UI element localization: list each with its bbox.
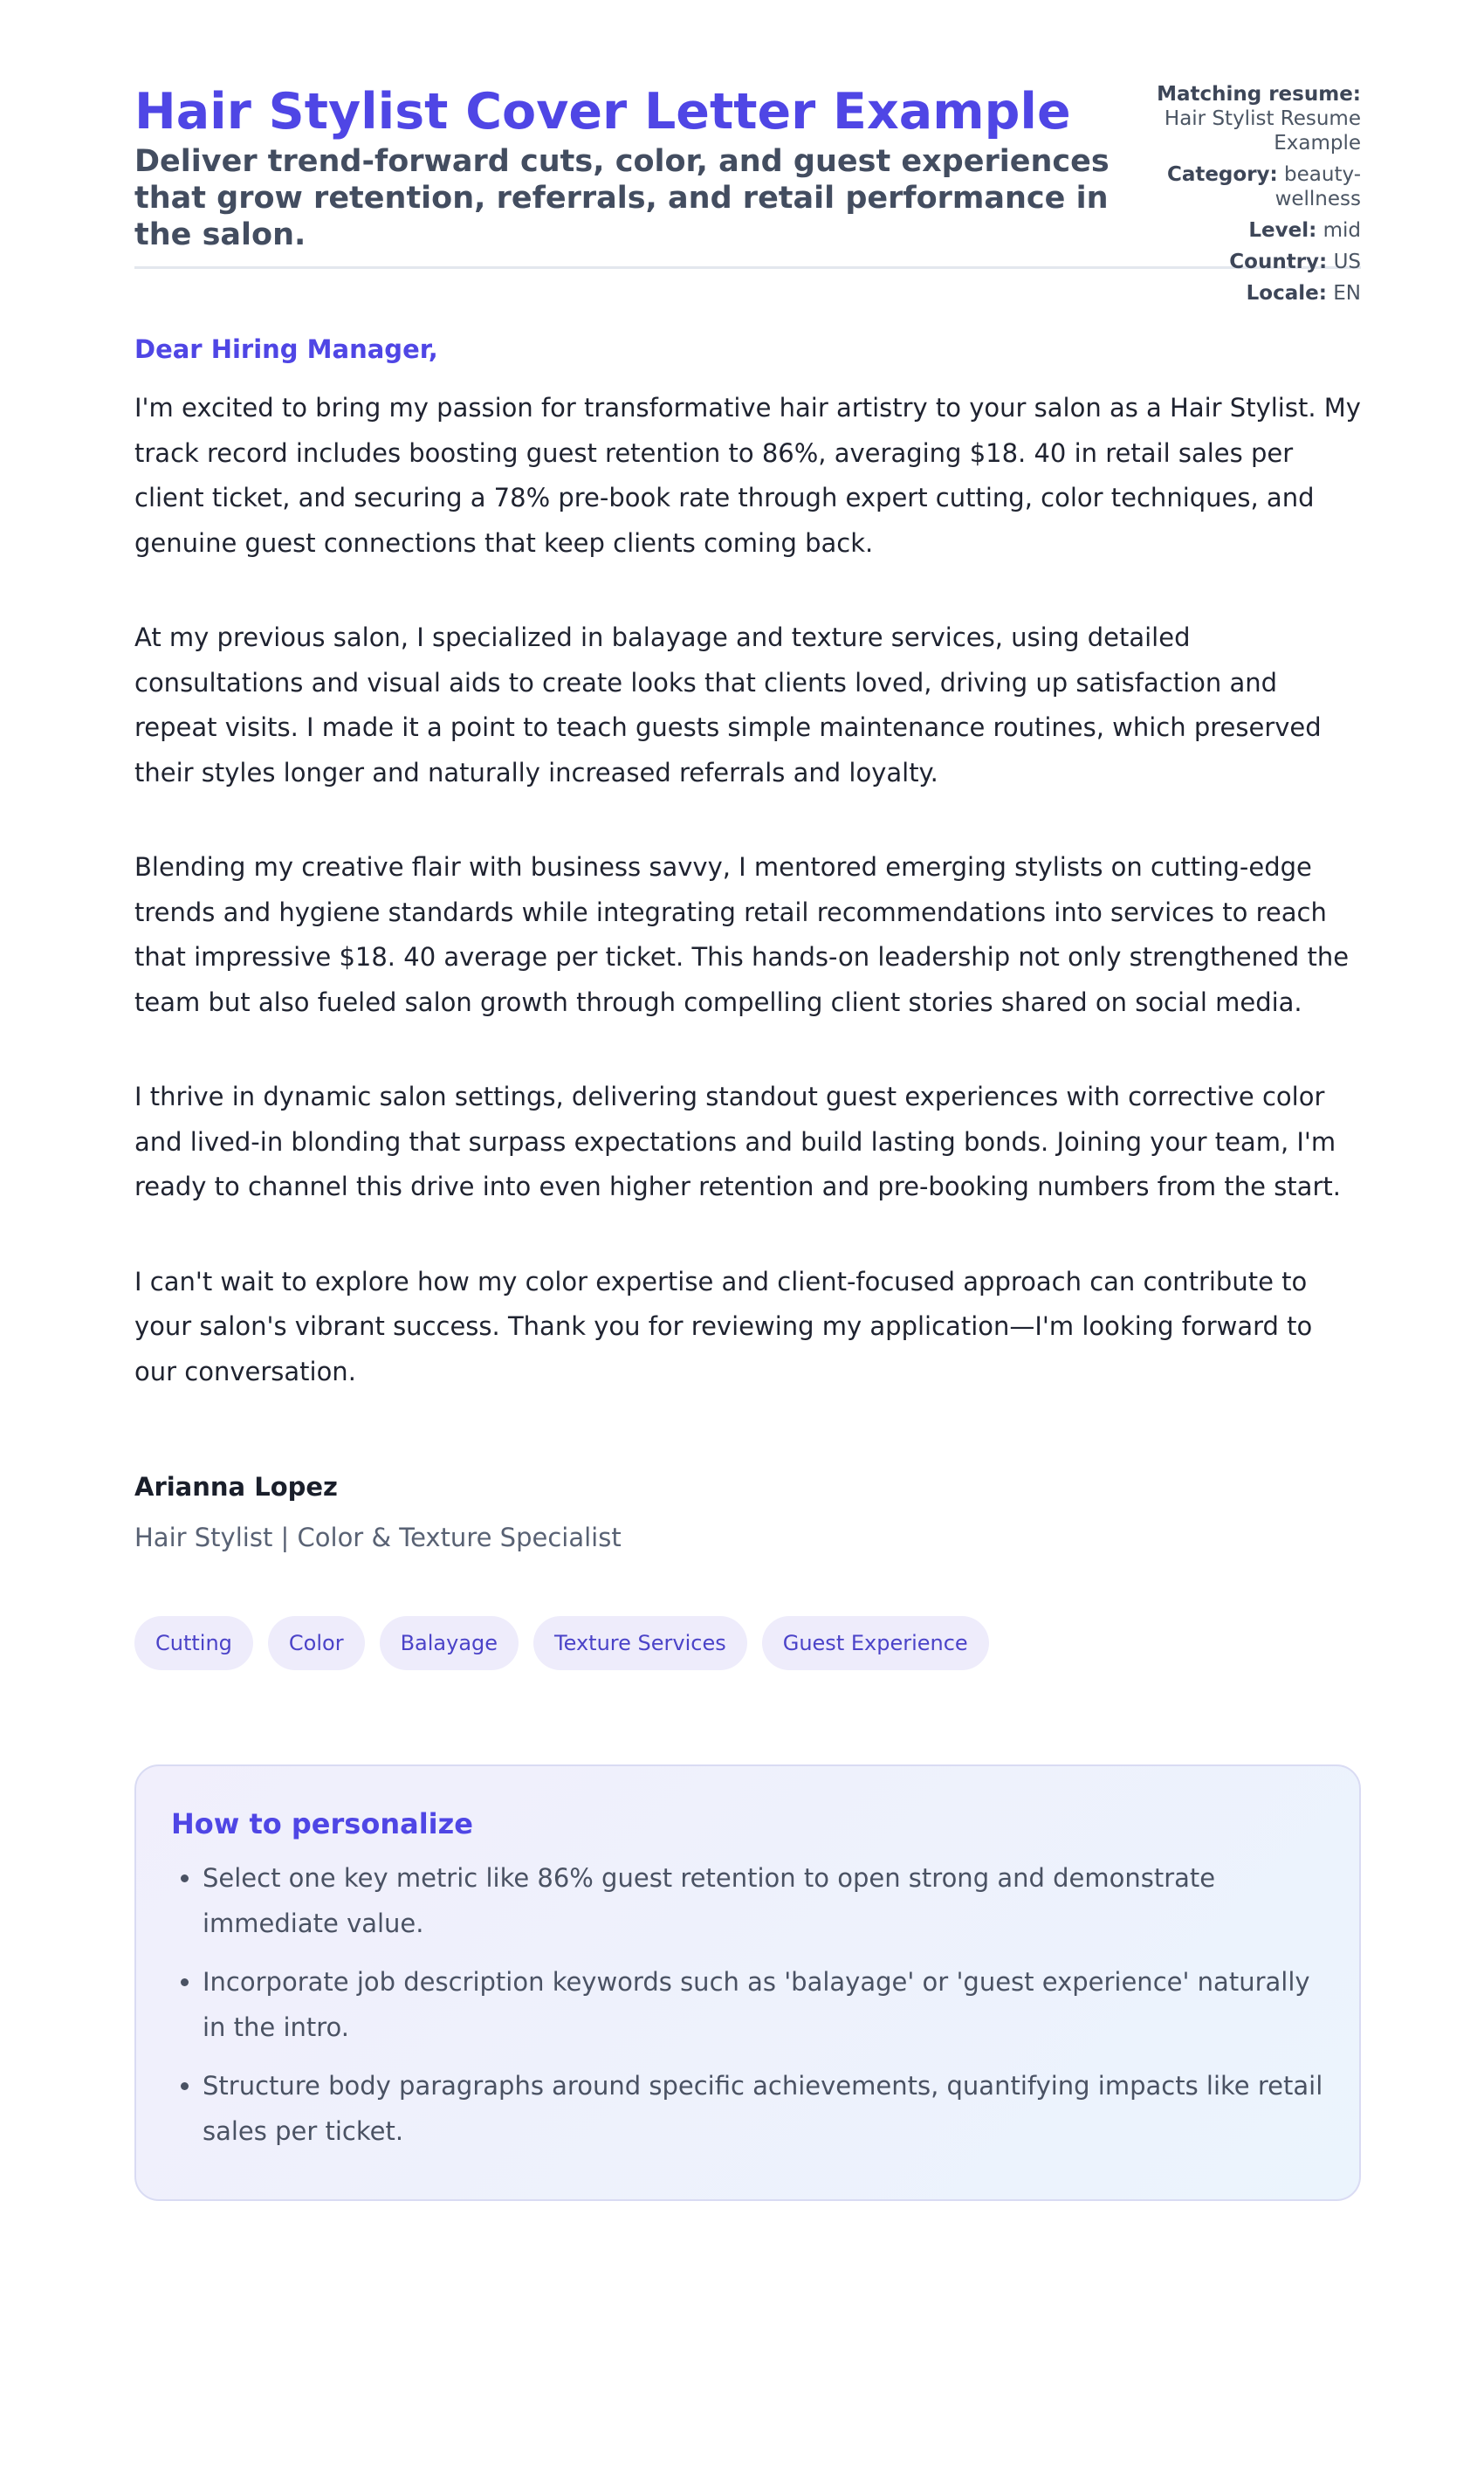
tag-texture-services: Texture Services: [533, 1616, 747, 1670]
header-titles: [134, 80, 1112, 266]
meta-label: Level:: [1248, 219, 1317, 242]
skill-tags: [134, 1616, 1361, 1670]
meta-info: [1143, 80, 1361, 305]
meta-country: [1143, 250, 1361, 274]
page-title: Hair Stylist Cover Letter Example: [134, 83, 1071, 141]
letter-greeting: Dear Hiring Manager,: [134, 334, 438, 364]
tip-item: • Select one key metric like 86% guest retention to open strong and demonstrate immediate value.: [203, 1855, 1324, 1946]
meta-label: Matching resume:: [1157, 83, 1361, 106]
page-header: [134, 0, 1361, 305]
tag-color: Color: [268, 1616, 365, 1670]
tips-title: How to personalize: [171, 1807, 473, 1840]
tip-item: • Structure body paragraphs around specific achievements, quantifying impacts like retail sales per ticket.: [203, 2063, 1324, 2154]
page-subtitle: Deliver trend-forward cuts, color, and guest experiences that grow retention, referrals, and retail performance in the salon.: [134, 144, 1110, 252]
meta-value: mid: [1323, 219, 1361, 242]
meta-level: [1143, 218, 1361, 243]
meta-matching-resume: [1143, 82, 1361, 155]
meta-value: EN: [1333, 282, 1361, 305]
meta-category: [1143, 162, 1361, 211]
meta-label: Category:: [1166, 163, 1278, 186]
tag-balayage: Balayage: [380, 1616, 519, 1670]
meta-label: Country:: [1229, 251, 1328, 273]
letter-paragraph: Blending my creative flair with business savvy, I mentored emerging stylists on cutting-edge trends and hygiene standards while integrating retail recommendations into services to reach that impressive $18. 40 average per ticket. This hands-on leadership not only strengthened the team but also fueled salon growth through compelling client stories shared on social media.: [134, 852, 1350, 1017]
tips-list: [171, 1855, 1324, 2154]
tip-item: • Incorporate job description keywords such as 'balayage' or 'guest experience' naturally in the intro.: [203, 1959, 1324, 2050]
meta-value: Hair Stylist Resume Example: [1164, 107, 1361, 155]
tag-guest-experience: Guest Experience: [762, 1616, 989, 1670]
letter-paragraph: I can't wait to explore how my color expertise and client-focused approach can contribute to your salon's vibrant success. Thank you for reviewing my application—I'm looking forward to our conversation.: [134, 1266, 1313, 1386]
letter-paragraph: At my previous salon, I specialized in balayage and texture services, using detailed consultations and visual aids to create looks that clients loved, driving up satisfaction and repeat visits. I made it a point to teach guests simple maintenance routines, which preserved their styles longer and naturally increased referrals and loyalty.: [134, 622, 1322, 788]
meta-label: Locale:: [1246, 282, 1327, 305]
letter-paragraph: I'm excited to bring my passion for transformative hair artistry to your salon as a Hair Stylist. My track record includes boosting guest retention to 86%, averaging $18. 40 in retail sales per client ticket, and securing a 78% pre-book rate through expert cutting, color techniques, and genuine guest connections that keep clients coming back.: [134, 393, 1361, 558]
meta-value: US: [1333, 251, 1361, 273]
signature-role: Hair Stylist | Color & Texture Specialist: [134, 1523, 622, 1552]
letter-paragraph: I thrive in dynamic salon settings, delivering standout guest experiences with corrective color and lived-in blonding that surpass expectations and build lasting bonds. Joining your team, I'm ready to channel this drive into even higher retention and pre-booking numbers from the start.: [134, 1082, 1341, 1201]
signature-name: Arianna Lopez: [134, 1472, 338, 1502]
meta-value: beauty-wellness: [1274, 163, 1361, 210]
tag-cutting: Cutting: [134, 1616, 253, 1670]
cover-letter-page: [134, 0, 1361, 2201]
personalize-tips-box: [134, 1764, 1361, 2201]
meta-locale: [1143, 281, 1361, 306]
